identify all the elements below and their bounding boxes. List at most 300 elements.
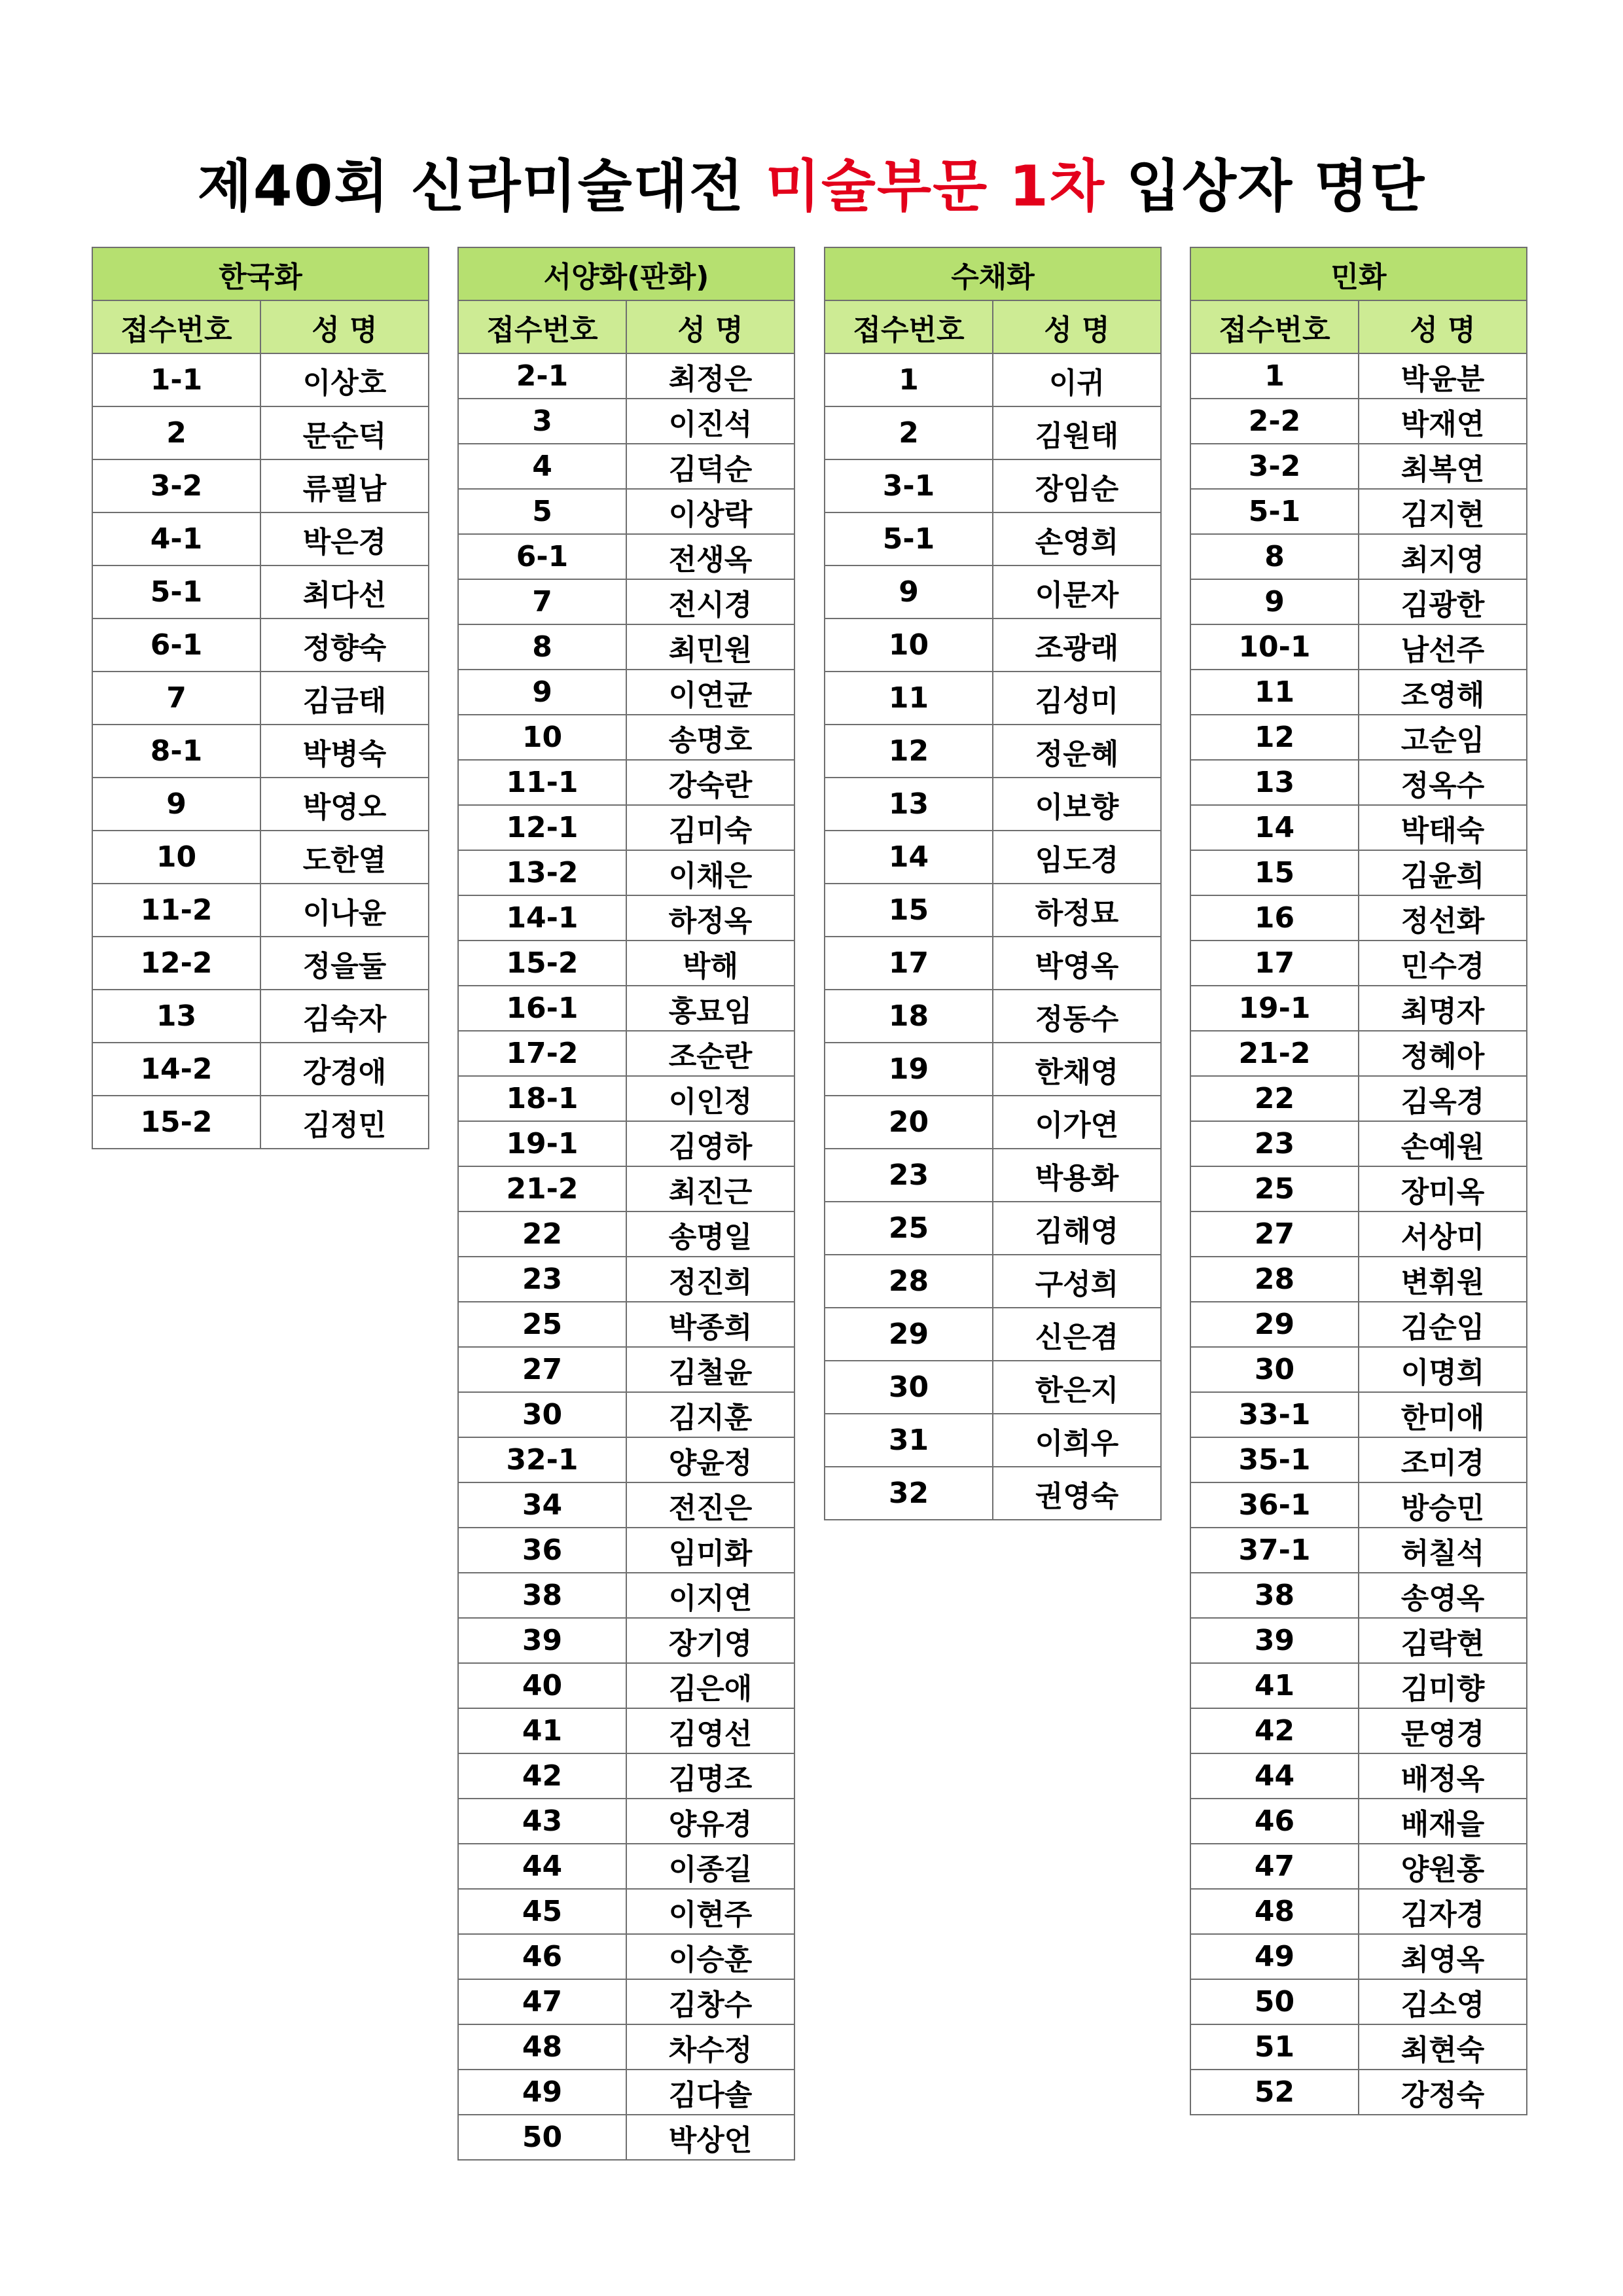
table-row bbox=[458, 579, 794, 624]
entry-number: 50 bbox=[1190, 1979, 1359, 2024]
table-row bbox=[825, 619, 1161, 672]
table-row bbox=[825, 1149, 1161, 1202]
table-row bbox=[1190, 1799, 1527, 1844]
entrant-name: 손예원 bbox=[1359, 1121, 1527, 1166]
table-row bbox=[92, 937, 429, 990]
entry-number: 5-1 bbox=[92, 565, 260, 619]
entry-number: 14-1 bbox=[458, 895, 626, 941]
entrant-name: 박태숙 bbox=[1359, 805, 1527, 850]
entrant-name: 허칠석 bbox=[1359, 1528, 1527, 1573]
table-row bbox=[458, 399, 794, 444]
entry-number: 40 bbox=[458, 1663, 626, 1708]
column-header-name: 성 명 bbox=[1359, 300, 1527, 353]
entrant-name: 최명자 bbox=[1359, 986, 1527, 1031]
entry-number: 14 bbox=[1190, 805, 1359, 850]
page-title bbox=[0, 141, 1623, 222]
entrant-name: 최복연 bbox=[1359, 444, 1527, 489]
table-row bbox=[458, 1121, 794, 1166]
entry-number: 5-1 bbox=[1190, 489, 1359, 534]
entry-number: 28 bbox=[825, 1255, 993, 1308]
category-header: 한국화 bbox=[92, 247, 429, 300]
table-row bbox=[825, 1202, 1161, 1255]
entry-number: 2-2 bbox=[1190, 399, 1359, 444]
entry-number: 23 bbox=[458, 1257, 626, 1302]
table-row bbox=[458, 1889, 794, 1934]
table-row bbox=[1190, 534, 1527, 579]
entry-number: 2-1 bbox=[458, 353, 626, 399]
table-row bbox=[1190, 941, 1527, 986]
entry-number: 3-2 bbox=[1190, 444, 1359, 489]
entry-number: 22 bbox=[1190, 1076, 1359, 1121]
table-row bbox=[1190, 1437, 1527, 1482]
entrant-name: 문순덕 bbox=[260, 406, 429, 459]
entrant-name: 정운혜 bbox=[993, 725, 1161, 778]
entry-number: 17-2 bbox=[458, 1031, 626, 1076]
entrant-name: 김지현 bbox=[1359, 489, 1527, 534]
entrant-name: 정선화 bbox=[1359, 895, 1527, 941]
entry-number: 7 bbox=[458, 579, 626, 624]
table-row bbox=[825, 672, 1161, 725]
entrant-name: 정혜아 bbox=[1359, 1031, 1527, 1076]
entrant-name: 김지훈 bbox=[626, 1392, 794, 1437]
entrant-name: 최진근 bbox=[626, 1166, 794, 1211]
table-row bbox=[458, 444, 794, 489]
table-row bbox=[825, 778, 1161, 831]
table-row bbox=[458, 489, 794, 534]
entrant-name: 정향숙 bbox=[260, 619, 429, 672]
entrant-name: 전시경 bbox=[626, 579, 794, 624]
entry-number: 19-1 bbox=[1190, 986, 1359, 1031]
entry-number: 18 bbox=[825, 990, 993, 1043]
entry-number: 12-1 bbox=[458, 805, 626, 850]
entrant-name: 김덕순 bbox=[626, 444, 794, 489]
entry-number: 34 bbox=[458, 1482, 626, 1528]
entry-number: 4 bbox=[458, 444, 626, 489]
entry-number: 11 bbox=[1190, 670, 1359, 715]
entrant-name: 박영오 bbox=[260, 778, 429, 831]
entrant-name: 배정옥 bbox=[1359, 1753, 1527, 1799]
entry-number: 46 bbox=[1190, 1799, 1359, 1844]
entrant-name: 민수경 bbox=[1359, 941, 1527, 986]
table-row bbox=[458, 2115, 794, 2160]
table-row bbox=[458, 1257, 794, 1302]
entry-number: 13-2 bbox=[458, 850, 626, 895]
table-row bbox=[458, 1437, 794, 1482]
entrant-name: 이희우 bbox=[993, 1414, 1161, 1467]
entry-number: 32-1 bbox=[458, 1437, 626, 1482]
entry-number: 4-1 bbox=[92, 512, 260, 565]
column-header-name: 성 명 bbox=[260, 300, 429, 353]
table-row bbox=[1190, 986, 1527, 1031]
entrant-name: 이승훈 bbox=[626, 1934, 794, 1979]
table-row bbox=[1190, 1076, 1527, 1121]
table-row bbox=[92, 778, 429, 831]
table-watercolor bbox=[824, 247, 1162, 1520]
entrant-name: 강정숙 bbox=[1359, 2070, 1527, 2115]
entrant-name: 김영하 bbox=[626, 1121, 794, 1166]
category-header: 수채화 bbox=[825, 247, 1161, 300]
entry-number: 25 bbox=[825, 1202, 993, 1255]
table-row bbox=[1190, 805, 1527, 850]
entrant-name: 김철윤 bbox=[626, 1347, 794, 1392]
entrant-name: 신은겸 bbox=[993, 1308, 1161, 1361]
entry-number: 10 bbox=[458, 715, 626, 760]
entrant-name: 김숙자 bbox=[260, 990, 429, 1043]
table-row bbox=[458, 1844, 794, 1889]
table-row bbox=[458, 895, 794, 941]
table-row bbox=[458, 986, 794, 1031]
table-row bbox=[92, 672, 429, 725]
entry-number: 35-1 bbox=[1190, 1437, 1359, 1482]
table-row bbox=[92, 831, 429, 884]
table-folk-painting bbox=[1190, 247, 1527, 2115]
entrant-name: 정옥수 bbox=[1359, 760, 1527, 805]
entrant-name: 고순임 bbox=[1359, 715, 1527, 760]
entry-number: 43 bbox=[458, 1799, 626, 1844]
table-row bbox=[458, 805, 794, 850]
entry-number: 6-1 bbox=[92, 619, 260, 672]
entrant-name: 양원홍 bbox=[1359, 1844, 1527, 1889]
entrant-name: 김미숙 bbox=[626, 805, 794, 850]
table-row bbox=[825, 1096, 1161, 1149]
entry-number: 14 bbox=[825, 831, 993, 884]
table-row bbox=[458, 1392, 794, 1437]
entrant-name: 최다선 bbox=[260, 565, 429, 619]
table-row bbox=[825, 565, 1161, 619]
entry-number: 3 bbox=[458, 399, 626, 444]
table-row bbox=[458, 715, 794, 760]
entry-number: 2 bbox=[92, 406, 260, 459]
entrant-name: 홍묘임 bbox=[626, 986, 794, 1031]
table-row bbox=[92, 619, 429, 672]
table-row bbox=[92, 512, 429, 565]
table-row bbox=[1190, 670, 1527, 715]
entrant-name: 이종길 bbox=[626, 1844, 794, 1889]
table-row bbox=[458, 760, 794, 805]
entry-number: 49 bbox=[458, 2070, 626, 2115]
title-highlight: 미술부문 1차 bbox=[765, 154, 1106, 219]
entrant-name: 김영선 bbox=[626, 1708, 794, 1753]
entry-number: 8 bbox=[1190, 534, 1359, 579]
entry-number: 37-1 bbox=[1190, 1528, 1359, 1573]
table-row bbox=[1190, 1708, 1527, 1753]
entrant-name: 하정묘 bbox=[993, 884, 1161, 937]
table-row bbox=[1190, 1392, 1527, 1437]
table-row bbox=[458, 1979, 794, 2024]
entry-number: 33-1 bbox=[1190, 1392, 1359, 1437]
entry-number: 2 bbox=[825, 406, 993, 459]
entry-number: 11-1 bbox=[458, 760, 626, 805]
table-row bbox=[458, 1753, 794, 1799]
table-row bbox=[1190, 1257, 1527, 1302]
entry-number: 8 bbox=[458, 624, 626, 670]
entry-number: 13 bbox=[92, 990, 260, 1043]
entrant-name: 구성희 bbox=[993, 1255, 1161, 1308]
entry-number: 38 bbox=[1190, 1573, 1359, 1618]
entrant-name: 김순임 bbox=[1359, 1302, 1527, 1347]
entry-number: 9 bbox=[458, 670, 626, 715]
table-row bbox=[1190, 1347, 1527, 1392]
column-header-number: 접수번호 bbox=[1190, 300, 1359, 353]
entry-number: 11 bbox=[825, 672, 993, 725]
entry-number: 7 bbox=[92, 672, 260, 725]
entry-number: 21-2 bbox=[1190, 1031, 1359, 1076]
entry-number: 42 bbox=[458, 1753, 626, 1799]
table-row bbox=[1190, 760, 1527, 805]
entry-number: 27 bbox=[1190, 1211, 1359, 1257]
entrant-name: 박해 bbox=[626, 941, 794, 986]
entry-number: 1 bbox=[1190, 353, 1359, 399]
column-header-name: 성 명 bbox=[626, 300, 794, 353]
table-row bbox=[458, 1211, 794, 1257]
table-row bbox=[458, 1076, 794, 1121]
table-row bbox=[1190, 2024, 1527, 2070]
entrant-name: 김원태 bbox=[993, 406, 1161, 459]
table-row bbox=[458, 1166, 794, 1211]
column-header-name: 성 명 bbox=[993, 300, 1161, 353]
entrant-name: 박윤분 bbox=[1359, 353, 1527, 399]
entry-number: 29 bbox=[1190, 1302, 1359, 1347]
table-row bbox=[458, 941, 794, 986]
table-row bbox=[825, 990, 1161, 1043]
table-row bbox=[1190, 1934, 1527, 1979]
entry-number: 14-2 bbox=[92, 1043, 260, 1096]
table-row bbox=[458, 1031, 794, 1076]
table-row bbox=[1190, 1121, 1527, 1166]
entrant-name: 조광래 bbox=[993, 619, 1161, 672]
table-row bbox=[458, 1934, 794, 1979]
entry-number: 41 bbox=[458, 1708, 626, 1753]
entry-number: 5-1 bbox=[825, 512, 993, 565]
entry-number: 10 bbox=[92, 831, 260, 884]
table-row bbox=[1190, 1573, 1527, 1618]
table-row bbox=[92, 884, 429, 937]
entrant-name: 이인정 bbox=[626, 1076, 794, 1121]
entrant-name: 조영해 bbox=[1359, 670, 1527, 715]
entry-number: 16 bbox=[1190, 895, 1359, 941]
entrant-name: 조미경 bbox=[1359, 1437, 1527, 1482]
entrant-name: 정을둘 bbox=[260, 937, 429, 990]
entrant-name: 최영옥 bbox=[1359, 1934, 1527, 1979]
entry-number: 6-1 bbox=[458, 534, 626, 579]
table-row bbox=[1190, 489, 1527, 534]
table-row bbox=[92, 353, 429, 406]
entry-number: 46 bbox=[458, 1934, 626, 1979]
column-header-number: 접수번호 bbox=[825, 300, 993, 353]
entry-number: 10 bbox=[825, 619, 993, 672]
entrant-name: 임미화 bbox=[626, 1528, 794, 1573]
entrant-name: 양유경 bbox=[626, 1799, 794, 1844]
entrant-name: 박영옥 bbox=[993, 937, 1161, 990]
table-row bbox=[825, 353, 1161, 406]
entrant-name: 한미애 bbox=[1359, 1392, 1527, 1437]
table-row bbox=[825, 1361, 1161, 1414]
table-row bbox=[458, 2070, 794, 2115]
table-row bbox=[1190, 1844, 1527, 1889]
entry-number: 19 bbox=[825, 1043, 993, 1096]
table-row bbox=[458, 1618, 794, 1663]
entry-number: 15-2 bbox=[92, 1096, 260, 1149]
table-row bbox=[825, 1308, 1161, 1361]
entry-number: 25 bbox=[1190, 1166, 1359, 1211]
entrant-name: 이귀 bbox=[993, 353, 1161, 406]
table-row bbox=[458, 850, 794, 895]
table-row bbox=[92, 990, 429, 1043]
entry-number: 47 bbox=[458, 1979, 626, 2024]
entry-number: 3-1 bbox=[825, 459, 993, 512]
table-row bbox=[1190, 444, 1527, 489]
entrant-name: 이보향 bbox=[993, 778, 1161, 831]
entrant-name: 박용화 bbox=[993, 1149, 1161, 1202]
entrant-name: 박병숙 bbox=[260, 725, 429, 778]
entry-number: 44 bbox=[1190, 1753, 1359, 1799]
table-row bbox=[458, 1708, 794, 1753]
table-row bbox=[1190, 1889, 1527, 1934]
entrant-name: 김옥경 bbox=[1359, 1076, 1527, 1121]
entrant-name: 이현주 bbox=[626, 1889, 794, 1934]
table-row bbox=[1190, 624, 1527, 670]
entry-number: 41 bbox=[1190, 1663, 1359, 1708]
entrant-name: 배재을 bbox=[1359, 1799, 1527, 1844]
entrant-name: 문영경 bbox=[1359, 1708, 1527, 1753]
entry-number: 13 bbox=[825, 778, 993, 831]
table-row bbox=[1190, 1663, 1527, 1708]
entry-number: 23 bbox=[825, 1149, 993, 1202]
table-row bbox=[92, 1043, 429, 1096]
entrant-name: 김자경 bbox=[1359, 1889, 1527, 1934]
entry-number: 3-2 bbox=[92, 459, 260, 512]
entrant-name: 장임순 bbox=[993, 459, 1161, 512]
entry-number: 12 bbox=[1190, 715, 1359, 760]
table-row bbox=[1190, 2070, 1527, 2115]
entry-number: 23 bbox=[1190, 1121, 1359, 1166]
entrant-name: 이명희 bbox=[1359, 1347, 1527, 1392]
entrant-name: 송명호 bbox=[626, 715, 794, 760]
entry-number: 32 bbox=[825, 1467, 993, 1520]
table-row bbox=[825, 937, 1161, 990]
entrant-name: 임도경 bbox=[993, 831, 1161, 884]
entry-number: 21-2 bbox=[458, 1166, 626, 1211]
table-row bbox=[458, 1799, 794, 1844]
entry-number: 1 bbox=[825, 353, 993, 406]
entrant-name: 강숙란 bbox=[626, 760, 794, 805]
entrant-name: 김창수 bbox=[626, 1979, 794, 2024]
table-row bbox=[825, 406, 1161, 459]
column-header-number: 접수번호 bbox=[92, 300, 260, 353]
entry-number: 30 bbox=[825, 1361, 993, 1414]
table-row bbox=[458, 1302, 794, 1347]
table-row bbox=[458, 1347, 794, 1392]
table-row bbox=[458, 1482, 794, 1528]
column-header-number: 접수번호 bbox=[458, 300, 626, 353]
entry-number: 12 bbox=[825, 725, 993, 778]
entrant-name: 정진희 bbox=[626, 1257, 794, 1302]
entry-number: 1-1 bbox=[92, 353, 260, 406]
entrant-name: 전생옥 bbox=[626, 534, 794, 579]
entrant-name: 조순란 bbox=[626, 1031, 794, 1076]
entry-number: 29 bbox=[825, 1308, 993, 1361]
entrant-name: 남선주 bbox=[1359, 624, 1527, 670]
entry-number: 47 bbox=[1190, 1844, 1359, 1889]
table-row bbox=[92, 1096, 429, 1149]
table-row bbox=[1190, 579, 1527, 624]
entry-number: 15-2 bbox=[458, 941, 626, 986]
table-row bbox=[1190, 715, 1527, 760]
table-row bbox=[825, 1414, 1161, 1467]
entrant-name: 송명일 bbox=[626, 1211, 794, 1257]
entry-number: 45 bbox=[458, 1889, 626, 1934]
table-row bbox=[1190, 1211, 1527, 1257]
entrant-name: 김정민 bbox=[260, 1096, 429, 1149]
entry-number: 30 bbox=[458, 1392, 626, 1437]
category-header: 서양화(판화) bbox=[458, 247, 794, 300]
entry-number: 9 bbox=[825, 565, 993, 619]
entry-number: 17 bbox=[1190, 941, 1359, 986]
table-row bbox=[458, 1528, 794, 1573]
entry-number: 12-2 bbox=[92, 937, 260, 990]
title-part-3: 입상자 명단 bbox=[1105, 154, 1426, 219]
entrant-name: 박재연 bbox=[1359, 399, 1527, 444]
table-row bbox=[1190, 1528, 1527, 1573]
entry-number: 44 bbox=[458, 1844, 626, 1889]
entrant-name: 한채영 bbox=[993, 1043, 1161, 1096]
entrant-name: 이연균 bbox=[626, 670, 794, 715]
entrant-name: 권영숙 bbox=[993, 1467, 1161, 1520]
entrant-name: 박종희 bbox=[626, 1302, 794, 1347]
entry-number: 39 bbox=[458, 1618, 626, 1663]
entrant-name: 박상언 bbox=[626, 2115, 794, 2160]
table-row bbox=[825, 1255, 1161, 1308]
table-row bbox=[1190, 399, 1527, 444]
category-header: 민화 bbox=[1190, 247, 1527, 300]
entrant-name: 정동수 bbox=[993, 990, 1161, 1043]
entry-number: 31 bbox=[825, 1414, 993, 1467]
table-korean-painting bbox=[92, 247, 429, 1149]
entry-number: 16-1 bbox=[458, 986, 626, 1031]
entry-number: 38 bbox=[458, 1573, 626, 1618]
entrant-name: 김성미 bbox=[993, 672, 1161, 725]
entrant-name: 김소영 bbox=[1359, 1979, 1527, 2024]
entry-number: 52 bbox=[1190, 2070, 1359, 2115]
table-row bbox=[92, 565, 429, 619]
entrant-name: 장기영 bbox=[626, 1618, 794, 1663]
entrant-name: 이나윤 bbox=[260, 884, 429, 937]
entry-number: 9 bbox=[92, 778, 260, 831]
entry-number: 48 bbox=[458, 2024, 626, 2070]
entrant-name: 류필남 bbox=[260, 459, 429, 512]
entry-number: 17 bbox=[825, 937, 993, 990]
entry-number: 5 bbox=[458, 489, 626, 534]
entry-number: 20 bbox=[825, 1096, 993, 1149]
table-row bbox=[825, 512, 1161, 565]
entrant-name: 이가연 bbox=[993, 1096, 1161, 1149]
entry-number: 18-1 bbox=[458, 1076, 626, 1121]
entrant-name: 박은경 bbox=[260, 512, 429, 565]
table-row bbox=[825, 1467, 1161, 1520]
table-row bbox=[92, 459, 429, 512]
entry-number: 36 bbox=[458, 1528, 626, 1573]
entry-number: 36-1 bbox=[1190, 1482, 1359, 1528]
entrant-name: 최민원 bbox=[626, 624, 794, 670]
entrant-name: 김광한 bbox=[1359, 579, 1527, 624]
table-row bbox=[825, 725, 1161, 778]
entry-number: 27 bbox=[458, 1347, 626, 1392]
entrant-name: 김해영 bbox=[993, 1202, 1161, 1255]
entrant-name: 하정옥 bbox=[626, 895, 794, 941]
table-row bbox=[458, 2024, 794, 2070]
entrant-name: 방승민 bbox=[1359, 1482, 1527, 1528]
entry-number: 8-1 bbox=[92, 725, 260, 778]
